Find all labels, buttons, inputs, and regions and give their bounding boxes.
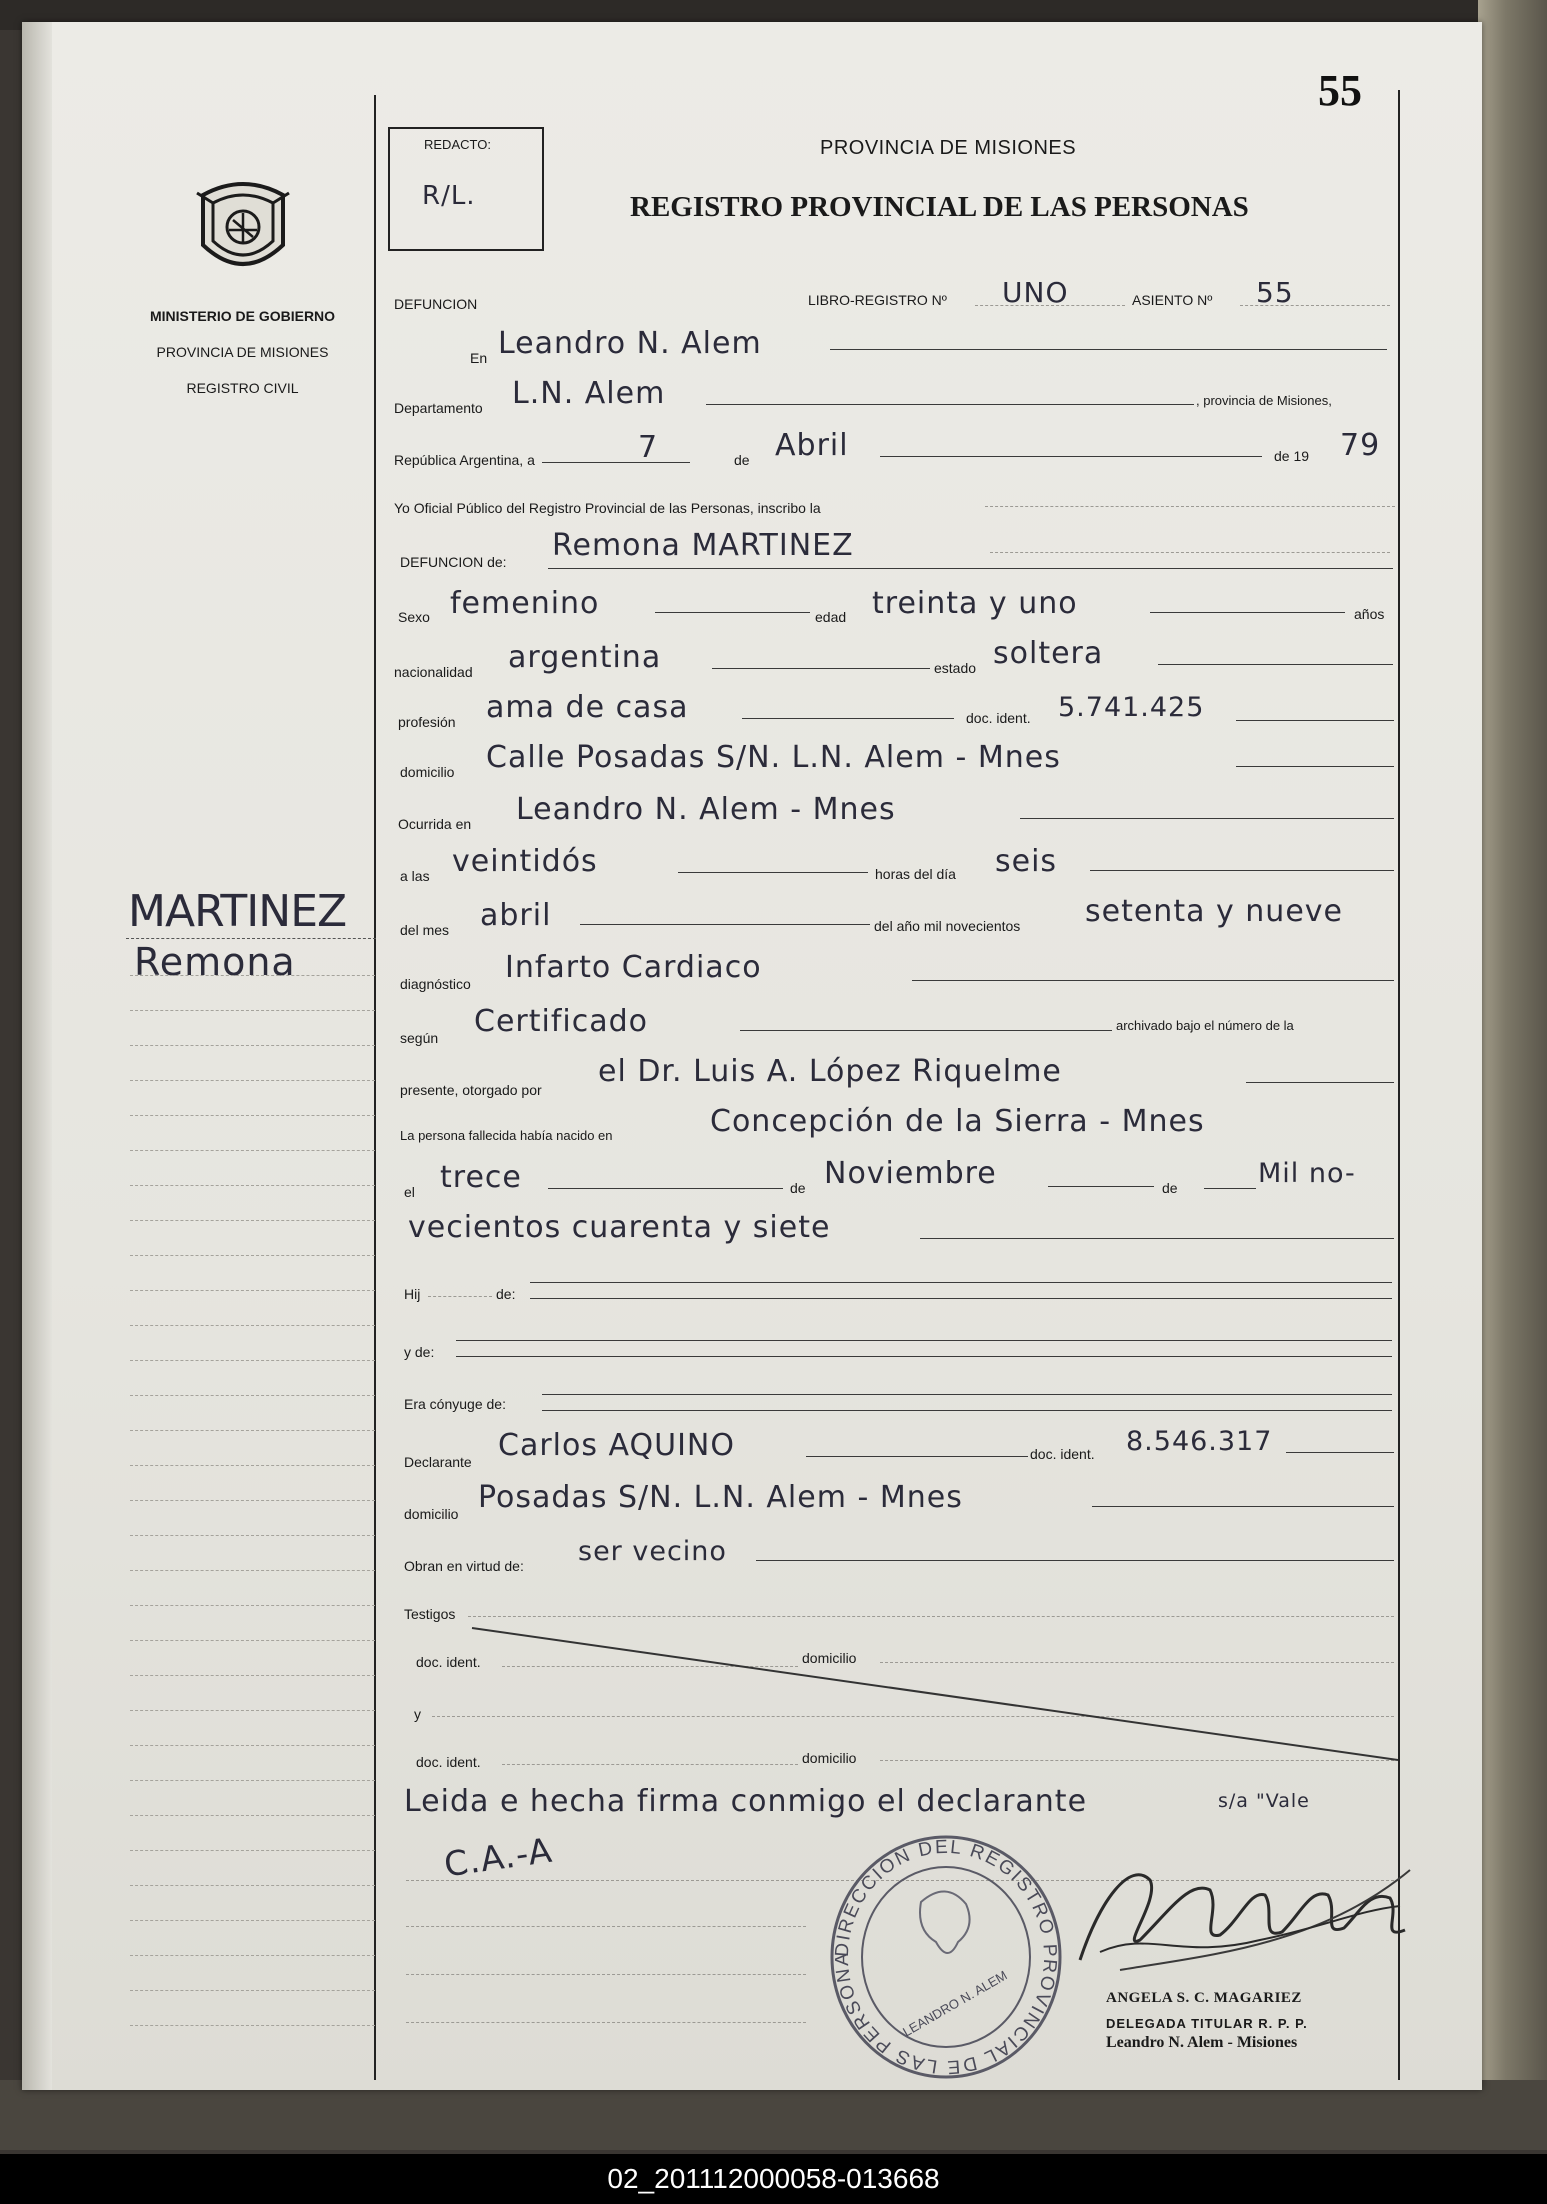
horas-rule [1090, 870, 1394, 871]
margin-line [130, 1780, 375, 1781]
form-left-border [374, 95, 376, 2080]
signatory-role: DELEGADA TITULAR R. P. P. [1106, 2016, 1308, 2031]
docident3-label: doc. ident. [416, 1754, 481, 1770]
asiento-rule [1240, 305, 1390, 306]
redacto-box [388, 127, 544, 251]
domicilio2-label: domicilio [802, 1650, 857, 1666]
margin-line [130, 2025, 375, 2026]
de3-value: Mil no- [1258, 1158, 1356, 1189]
official-signature [1060, 1840, 1420, 1990]
obran-value: ser vecino [578, 1536, 727, 1567]
stamp-inner-text: LEANDRO N. ALEM [900, 1967, 1010, 2040]
delmes-value: abril [480, 898, 552, 933]
obran-rule [756, 1560, 1394, 1561]
ministerio-label: MINISTERIO DE GOBIERNO [149, 308, 336, 324]
y-label: y [414, 1706, 421, 1722]
margin-line [130, 1220, 375, 1221]
defuncion-de-value: Remona MARTINEZ [552, 528, 854, 563]
diagnostico-label: diagnóstico [400, 976, 471, 992]
year-continuation: vecientos cuarenta y siete [408, 1210, 831, 1245]
decl-doc-label: doc. ident. [1030, 1446, 1095, 1462]
estado-label: estado [934, 660, 977, 676]
dia-rule [542, 462, 690, 463]
docident-label: doc. ident. [966, 710, 1031, 726]
libro-label: LIBRO-REGISTRO Nº [808, 292, 947, 308]
mes-value: Abril [775, 428, 849, 463]
book-cover-edge [1478, 0, 1547, 2100]
official-stamp [826, 1832, 1066, 2082]
anos-label: años [1354, 606, 1385, 622]
hij-rule [428, 1296, 492, 1297]
stamp-ring-text: DIRECCION DEL REGISTRO PROVINCIAL DE LAS PERSONA [831, 1836, 1061, 2078]
margin-line [130, 1290, 375, 1291]
libro-value: UNO [1002, 276, 1069, 309]
yde-label: y de: [404, 1344, 435, 1360]
nacido-label: La persona fallecida había nacido en [400, 1128, 613, 1143]
alas-value: veintidós [452, 844, 598, 879]
segun-rule [740, 1030, 1112, 1031]
ocurrida-rule [1020, 818, 1394, 819]
estado-rule [1158, 664, 1393, 665]
margin-line [130, 1465, 375, 1466]
closing-rule-2 [406, 1926, 806, 1927]
margin-line [130, 1325, 375, 1326]
en-label: En [470, 350, 488, 366]
profesion-label: profesión [398, 714, 456, 730]
declarante-rule [806, 1456, 1028, 1457]
asiento-value: 55 [1256, 276, 1294, 309]
de2-rule [1048, 1186, 1154, 1187]
margin-line [130, 1570, 375, 1571]
el-rule [548, 1188, 783, 1189]
provincia-suffix: , provincia de Misiones, [1196, 393, 1332, 408]
margin-line [130, 1430, 375, 1431]
sexo-value: femenino [450, 586, 600, 621]
alas-label: a las [400, 868, 430, 884]
segun-value: Certificado [474, 1004, 649, 1039]
estado-value: soltera [993, 636, 1104, 671]
de-label: de [734, 452, 750, 468]
defuncion-de-label: DEFUNCION de: [400, 554, 507, 570]
margin-line [130, 1640, 375, 1641]
anio-value: 79 [1340, 428, 1381, 463]
edad-rule [1150, 612, 1345, 613]
margin-line [130, 1360, 375, 1361]
declarante-value: Carlos AQUINO [498, 1428, 735, 1463]
domicilio-value: Calle Posadas S/N. L.N. Alem - Mnes [486, 740, 1061, 775]
margin-line [130, 1955, 375, 1956]
margin-rule [126, 938, 376, 939]
republica-label: República Argentina, a [394, 452, 535, 468]
margin-line [130, 1395, 375, 1396]
declarante-initials: C.A.-A [441, 1830, 556, 1886]
margin-line [130, 1010, 375, 1011]
el-value: trece [440, 1160, 522, 1195]
margin-line [130, 1885, 375, 1886]
delanio-value: setenta y nueve [1085, 894, 1343, 929]
margin-line [130, 1115, 375, 1116]
ocurrida-label: Ocurrida en [398, 816, 472, 832]
de19-label: de 19 [1274, 448, 1310, 464]
testigos-label: Testigos [404, 1606, 456, 1622]
delanio-label: del año mil novecientos [874, 918, 1021, 934]
sexo-label: Sexo [398, 609, 430, 625]
registro-civil-label: REGISTRO CIVIL [186, 380, 299, 396]
diagnostico-value: Infarto Cardiaco [505, 950, 762, 985]
leida-text: Leida e hecha firma conmigo el declarante [404, 1784, 1088, 1819]
en-rule [830, 349, 1387, 350]
dia-value: 7 [638, 430, 659, 465]
obran-label: Obran en virtud de: [404, 1558, 524, 1574]
form-right-border [1398, 90, 1400, 2080]
de3-rule [1204, 1188, 1256, 1189]
en-value: Leandro N. Alem [498, 326, 762, 361]
alas-rule [678, 872, 868, 873]
nacionalidad-label: nacionalidad [394, 664, 473, 680]
nacionalidad-value: argentina [508, 640, 662, 675]
domicilio3-label: domicilio [802, 1750, 857, 1766]
oficial-rule [985, 506, 1395, 507]
docident2-label: doc. ident. [416, 1654, 481, 1670]
presente-value: el Dr. Luis A. López Riquelme [598, 1054, 1062, 1089]
de2-label: de [790, 1180, 806, 1196]
yde-rule-2 [456, 1356, 1392, 1357]
margin-line [130, 1850, 375, 1851]
hij-label: Hij [404, 1286, 421, 1302]
presente-label: presente, otorgado por [400, 1082, 542, 1098]
nacido-value: Concepción de la Sierra - Mnes [710, 1104, 1205, 1139]
closing-rule-4 [406, 2022, 806, 2023]
margin-line [130, 1675, 375, 1676]
signatory-name: ANGELA S. C. MAGARIEZ [1106, 1990, 1302, 2006]
testigos-cancel-stroke [470, 1610, 1400, 1770]
margin-line [130, 1990, 375, 1991]
margin-line [130, 1535, 375, 1536]
margin-line [130, 1815, 375, 1816]
conyuge-label: Era cónyuge de: [404, 1396, 506, 1412]
de3-label: de [1162, 1180, 1178, 1196]
decl-dom-rule [1092, 1506, 1394, 1507]
defuncion-de-rule [548, 568, 1393, 569]
hij-de-label: de: [496, 1286, 516, 1302]
margin-line [130, 1745, 375, 1746]
edad-value: treinta y uno [872, 586, 1078, 621]
margin-surname: MARTINEZ [128, 886, 347, 937]
diagnostico-rule [912, 980, 1394, 981]
archivado-label: archivado bajo el número de la [1116, 1018, 1294, 1033]
profesion-value: ama de casa [486, 690, 689, 725]
libro-rule [975, 305, 1125, 306]
provincia-label: PROVINCIA DE MISIONES [156, 344, 329, 360]
mes-rule [880, 456, 1262, 457]
delmes-label: del mes [400, 922, 450, 938]
margin-name: Remona [134, 940, 296, 984]
ocurrida-value: Leandro N. Alem - Mnes [516, 792, 896, 827]
margin-line [130, 1045, 375, 1046]
departamento-rule [706, 404, 1194, 405]
image-id-caption: 02_201112000058-013668 [0, 2154, 1547, 2204]
delmes-rule [580, 924, 870, 925]
signatory-place: Leandro N. Alem - Misiones [1106, 2034, 1298, 2051]
margin-line [130, 1920, 375, 1921]
page-gutter [22, 22, 52, 2090]
margin-line [130, 1500, 375, 1501]
defuncion-label: DEFUNCION [394, 296, 478, 312]
page-number: 55 [1318, 66, 1362, 115]
declarante-label: Declarante [404, 1454, 472, 1470]
defuncion-de-rule-2 [990, 552, 1390, 553]
cont-rule [920, 1238, 1394, 1239]
margin-line [130, 1080, 375, 1081]
margin-line [130, 1185, 375, 1186]
de2-value: Noviembre [824, 1156, 997, 1191]
sexo-rule [655, 612, 810, 613]
domicilio-label: domicilio [400, 764, 455, 780]
conyuge-rule-2 [542, 1410, 1392, 1411]
departamento-label: Departamento [394, 400, 483, 416]
edad-label: edad [815, 609, 847, 625]
horas-label: horas del día [875, 866, 956, 882]
margin-line [130, 1150, 375, 1151]
presente-rule [1246, 1082, 1394, 1083]
header-title: REGISTRO PROVINCIAL DE LAS PERSONAS [630, 191, 1249, 223]
margin-line [130, 1605, 375, 1606]
hij-rule-3 [530, 1298, 1392, 1299]
margin-line [130, 1710, 375, 1711]
closing-rule-3 [406, 1974, 806, 1975]
coat-of-arms-seal [193, 175, 293, 285]
redacto-label: REDACTO: [424, 137, 491, 152]
domicilio-rule [1236, 766, 1394, 767]
horas-value: seis [995, 844, 1058, 879]
book-cover-bottom [0, 2080, 1547, 2150]
asiento-label: ASIENTO Nº [1132, 292, 1213, 308]
leida-suffix: s/a "Vale [1218, 1790, 1310, 1812]
header-province: PROVINCIA DE MISIONES [820, 137, 1077, 159]
departamento-value: L.N. Alem [512, 376, 666, 411]
el-label: el [404, 1184, 415, 1200]
oficial-text: Yo Oficial Público del Registro Provincial de las Personas, inscribo la [394, 500, 821, 516]
margin-line [130, 975, 375, 976]
docident-value: 5.741.425 [1058, 692, 1205, 723]
yde-rule [456, 1340, 1392, 1341]
conyuge-rule [542, 1394, 1392, 1395]
redacto-initials: R/L. [422, 181, 476, 211]
profesion-rule [742, 718, 954, 719]
decl-dom-label: domicilio [404, 1506, 459, 1522]
decl-doc-value: 8.546.317 [1126, 1426, 1273, 1457]
hij-rule-2 [530, 1282, 1392, 1283]
docident-rule [1236, 720, 1394, 721]
decl-doc-rule [1286, 1452, 1394, 1453]
margin-line [130, 1255, 375, 1256]
decl-dom-value: Posadas S/N. L.N. Alem - Mnes [478, 1480, 963, 1515]
segun-label: según [400, 1030, 439, 1046]
nacionalidad-rule [712, 668, 930, 669]
